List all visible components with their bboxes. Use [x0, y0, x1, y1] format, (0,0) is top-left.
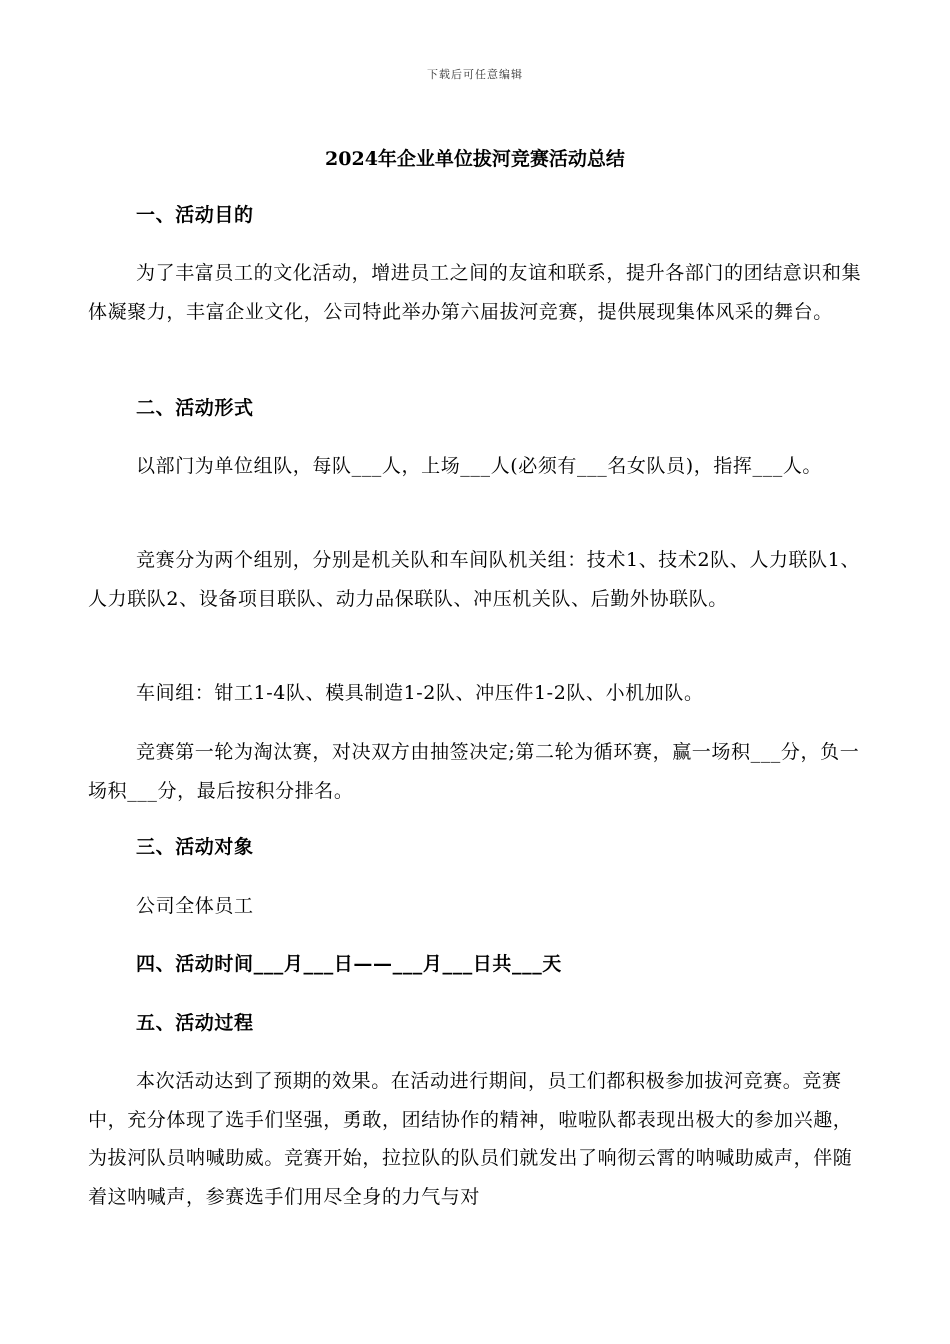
document-title: 2024年企业单位拔河竞赛活动总结	[325, 148, 625, 170]
section-5-paragraph: 本次活动达到了预期的效果。在活动进行期间，员工们都积极参加拔河竞赛。竞赛中，充分体现了选手们坚强，勇敢，团结协作的精神，啦啦队都表现出极大的参加兴趣，为拔河队员呐喊助威。竞赛开始，拉拉队的队员们就发出了响彻云霄的呐喊助威声，伴随着这呐喊声，参赛选手们用尽全身的力气与对	[88, 1070, 853, 1208]
section-2-paragraph-2: 竞赛分为两个组别，分别是机关队和车间队机关组：技术1、技术2队、人力联队1、人力联队2、设备项目联队、动力品保联队、冲压机关队、后勤外协联队。	[88, 549, 861, 610]
section-1-paragraph: 为了丰富员工的文化活动，增进员工之间的友谊和联系，提升各部门的团结意识和集体凝聚力，丰富企业文化，公司特此举办第六届拔河竞赛，提供展现集体风采的舞台。	[88, 262, 862, 323]
section-2-heading: 二、活动形式	[136, 397, 254, 419]
section-5-heading: 五、活动过程	[136, 1012, 254, 1034]
section-1-heading: 一、活动目的	[136, 204, 254, 226]
section-3-heading: 三、活动对象	[136, 836, 254, 858]
section-2-paragraph-1: 以部门为单位组队，每队___人，上场___人(必须有___名女队员)，指挥___人。	[136, 455, 823, 477]
section-4-heading: 四、活动时间___月___日——___月___日共___天	[136, 953, 562, 975]
section-2-paragraph-4: 竞赛第一轮为淘汰赛，对决双方由抽签决定;第二轮为循环赛，赢一场积___分，负一场积___分，最后按积分排名。	[88, 741, 860, 802]
section-3-paragraph: 公司全体员工	[136, 895, 254, 917]
header-note: 下载后可任意编辑	[427, 68, 523, 81]
section-2-paragraph-3: 车间组：钳工1-4队、模具制造1-2队、冲压件1-2队、小机加队。	[136, 682, 704, 704]
